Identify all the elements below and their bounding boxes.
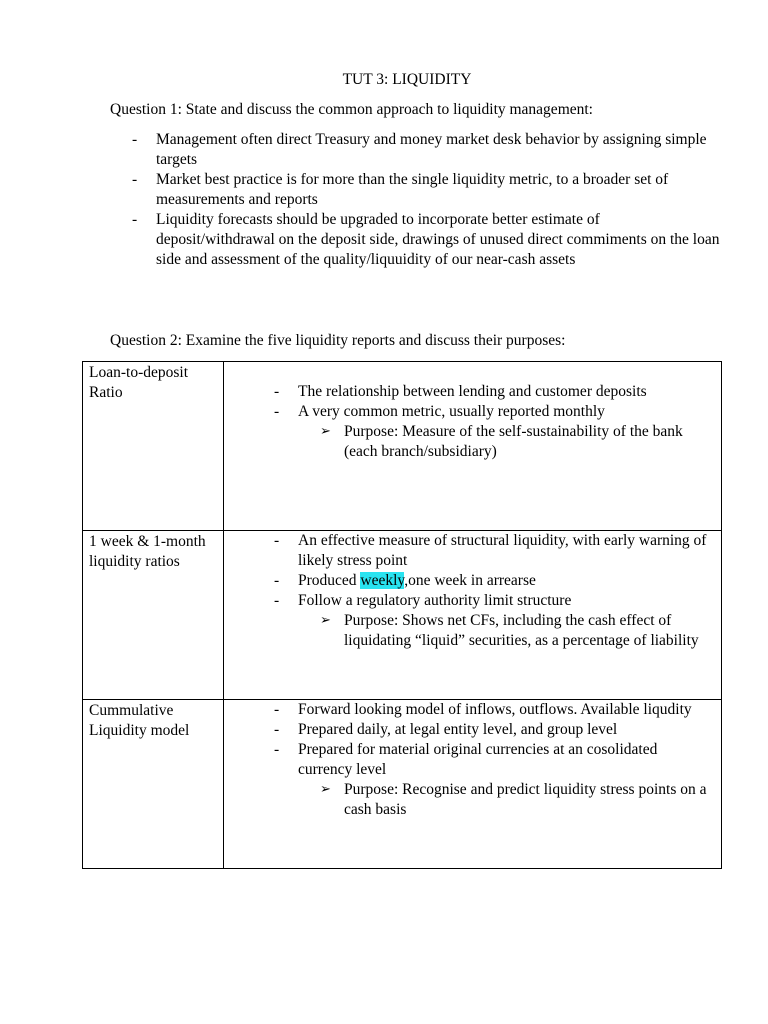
list-item-text: Prepared for material original currencies at an cosolidated currency level <box>298 741 658 778</box>
dash-marker: - <box>274 532 280 549</box>
dash-marker: - <box>132 171 138 188</box>
list-item-text: Market best practice is for more than the single liquidity metric, to a broader set of measurements and reports <box>156 171 669 208</box>
report-content-cell <box>224 531 722 700</box>
list-item <box>132 170 722 210</box>
list-item <box>274 571 715 591</box>
report-label: 1 week & 1-month liquidity ratios <box>89 533 206 570</box>
report-bullets <box>274 700 715 780</box>
dash-marker: - <box>274 721 280 738</box>
report-content-cell <box>224 700 722 869</box>
dash-marker: - <box>274 403 280 420</box>
reports-table <box>82 361 722 869</box>
report-label: Cummulative Liquidity model <box>89 702 190 739</box>
list-item <box>132 130 722 170</box>
list-item <box>274 402 715 422</box>
table-row <box>83 362 722 531</box>
table-row <box>83 531 722 700</box>
question2-heading: Question 2: Examine the five liquidity reports and discuss their purposes: <box>110 332 566 349</box>
list-item-text: Follow a regulatory authority limit structure <box>298 592 572 609</box>
document-title: TUT 3: LIQUIDITY <box>342 71 472 88</box>
list-item <box>274 531 715 571</box>
dash-marker: - <box>274 572 280 589</box>
report-bullets <box>274 531 715 611</box>
list-item-text: Forward looking model of inflows, outflows. Available liqudity <box>298 701 692 718</box>
report-bullets <box>274 382 715 422</box>
purpose-text: Purpose: Recognise and predict liquidity stress points on a cash basis <box>344 781 707 818</box>
purpose-item <box>274 780 715 820</box>
list-item <box>274 591 715 611</box>
list-item <box>274 740 715 780</box>
dash-marker: - <box>274 741 280 758</box>
list-item <box>274 720 715 740</box>
produced-suffix: ,one week in arrearse <box>404 572 536 589</box>
report-label: Loan-to-deposit Ratio <box>89 364 189 401</box>
dash-marker: - <box>274 383 280 400</box>
produced-prefix: Produced <box>298 572 361 589</box>
list-item-text: Liquidity forecasts should be upgraded to incorporate better estimate of deposit/withdrawal on the deposit side, drawings of unused direct commiments on the loan side and assessment of the quality/liquuidity of our near-cash assets <box>156 211 720 268</box>
report-label-cell <box>83 531 224 700</box>
highlighted-word: weekly <box>360 572 405 589</box>
list-item <box>132 210 722 270</box>
question1-list <box>132 130 722 270</box>
arrow-bullet-icon: ➢ <box>320 782 331 797</box>
purpose-text: Purpose: Shows net CFs, including the cash effect of liquidating “liquid” securities, as a percentage of liability <box>344 612 699 649</box>
purpose-item <box>274 422 715 462</box>
list-item-text: Prepared daily, at legal entity level, and group level <box>298 721 618 738</box>
arrow-bullet-icon: ➢ <box>320 424 331 439</box>
purpose-text: Purpose: Measure of the self-sustainability of the bank (each branch/subsidiary) <box>344 423 683 460</box>
dash-marker: - <box>132 211 138 228</box>
list-item-text: A very common metric, usually reported monthly <box>298 403 605 420</box>
table-row <box>83 700 722 869</box>
dash-marker: - <box>274 592 280 609</box>
list-item-text: Management often direct Treasury and money market desk behavior by assigning simple targets <box>156 131 707 168</box>
list-item <box>274 700 715 720</box>
arrow-bullet-icon: ➢ <box>320 613 331 628</box>
purpose-item <box>274 611 715 651</box>
list-item-text: An effective measure of structural liquidity, with early warning of likely stress point <box>298 532 707 569</box>
dash-marker: - <box>274 701 280 718</box>
dash-marker: - <box>132 131 138 148</box>
report-content-cell <box>224 362 722 531</box>
list-item <box>274 382 715 402</box>
report-label-cell <box>83 700 224 869</box>
list-item-text: The relationship between lending and customer deposits <box>298 383 647 400</box>
report-label-cell <box>83 362 224 531</box>
question1-heading: Question 1: State and discuss the common approach to liquidity management: <box>110 101 593 118</box>
